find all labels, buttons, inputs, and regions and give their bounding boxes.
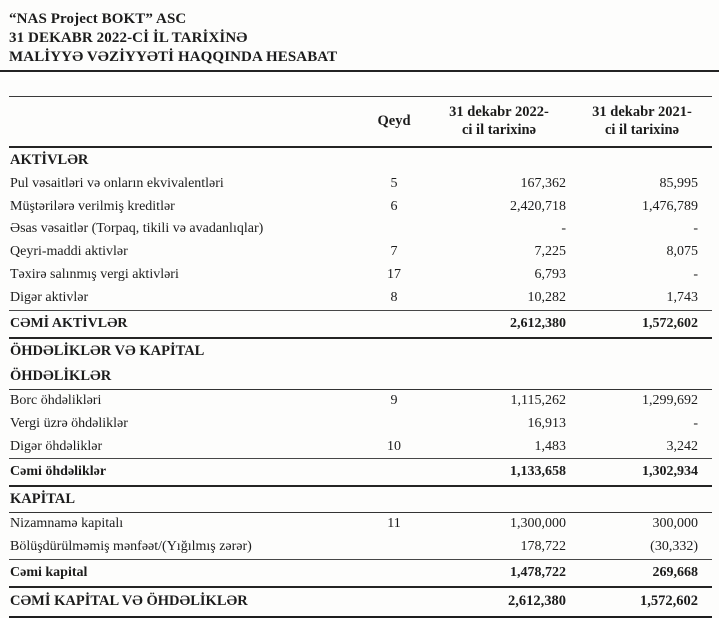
row-value-2021: 8,075	[666, 244, 698, 260]
row-value-2021: 300,000	[652, 516, 698, 532]
row-value-2021	[572, 486, 712, 512]
row-value-2021	[572, 338, 712, 364]
table-row	[9, 513, 712, 536]
row-value-2021: 85,995	[659, 175, 698, 191]
row-value-2022: 1,133,658	[426, 459, 572, 486]
row-note: 8	[390, 290, 398, 306]
row-value-2021: 1,302,934	[572, 459, 712, 486]
row-note: 5	[390, 175, 398, 191]
row-label: Cəmi öhdəliklər	[9, 459, 362, 486]
table-row	[9, 311, 712, 338]
table-row	[9, 389, 712, 412]
row-label: Qeyri-maddi aktivlər	[10, 244, 128, 260]
table-row	[9, 147, 712, 173]
row-value-2022	[426, 486, 572, 512]
row-value-2022: 1,300,000	[510, 516, 566, 532]
column-header-label	[9, 96, 362, 147]
row-value-2022: 167,362	[520, 175, 566, 191]
row-note	[362, 338, 426, 364]
header-divider	[0, 70, 719, 72]
row-value-2022	[426, 338, 572, 364]
row-value-2021: 1,743	[666, 290, 698, 306]
row-note: 11	[387, 516, 401, 532]
row-label: Cəmi kapital	[9, 560, 362, 587]
row-note: 10	[387, 438, 401, 454]
row-value-2022: 16,913	[527, 415, 566, 431]
table-header	[9, 96, 712, 147]
row-value-2021: 3,242	[666, 438, 698, 454]
row-label: Vergi üzrə öhdəliklər	[10, 415, 128, 431]
row-value-2021: 1,299,692	[642, 392, 698, 408]
column-header-2021-line1: 31 dekabr 2021-	[592, 103, 692, 120]
column-header-2022-line2: ci il tarixinə	[461, 121, 537, 138]
column-header-2021-line2: ci il tarixinə	[604, 121, 680, 138]
row-value-2022: 1,478,722	[426, 560, 572, 587]
row-value-2021: 1,476,789	[642, 198, 698, 214]
row-note: 9	[390, 392, 398, 408]
balance-sheet-table	[9, 96, 712, 618]
row-label: Digər öhdəliklər	[10, 438, 103, 454]
row-label: KAPİTAL	[9, 486, 362, 512]
row-label: Pul vəsaitləri və onların ekvivalentləri	[10, 175, 224, 191]
table-row	[9, 486, 712, 512]
row-label: CƏMİ KAPİTAL VƏ ÖHDƏLİKLƏR	[9, 587, 362, 617]
row-label: CƏMİ AKTİVLƏR	[9, 311, 362, 338]
statement-title: MALİYYƏ VƏZİYYƏTİ HAQQINDA HESABAT	[9, 48, 338, 65]
row-note	[362, 147, 426, 173]
row-value-2022: 1,115,262	[510, 392, 566, 408]
row-label: Nizamnamə kapitalı	[10, 516, 124, 532]
table-row	[9, 218, 712, 241]
table-row	[9, 459, 712, 486]
row-note	[362, 459, 426, 486]
row-value-2021: 1,572,602	[572, 587, 712, 617]
row-note: 7	[390, 244, 398, 260]
row-value-2021: 1,572,602	[572, 311, 712, 338]
row-value-2021	[572, 364, 712, 389]
company-name: “NAS Project BOKT” ASC	[9, 11, 187, 27]
column-header-2022	[426, 96, 572, 147]
table-row	[9, 173, 712, 196]
table-header-row	[9, 96, 712, 147]
row-note: 17	[387, 267, 401, 283]
row-note	[362, 536, 426, 559]
row-value-2021	[572, 147, 712, 173]
row-note	[362, 364, 426, 389]
row-label: Əsas vəsaitlər (Torpaq, tikili və avadanlıqlar)	[10, 221, 264, 237]
table-row	[9, 436, 712, 459]
row-value-2022: 178,722	[520, 539, 566, 555]
row-note	[362, 218, 426, 241]
row-note	[362, 587, 426, 617]
row-value-2021: -	[693, 267, 698, 283]
row-value-2022: 7,225	[534, 244, 566, 260]
row-note	[362, 311, 426, 338]
row-label: ÖHDƏLİKLƏR	[9, 364, 362, 389]
column-header-note: Qeyd	[362, 96, 426, 147]
table-row	[9, 413, 712, 436]
column-header-2022-line1: 31 dekabr 2022-	[449, 103, 549, 120]
row-value-2022: 10,282	[527, 290, 566, 306]
row-label: Digər aktivlər	[10, 290, 89, 306]
table-row	[9, 264, 712, 287]
row-value-2021: -	[693, 221, 698, 237]
row-note	[362, 486, 426, 512]
column-header-2021	[572, 96, 712, 147]
statement-date: 31 DEKABR 2022-Cİ İL TARİXİNƏ	[9, 29, 248, 46]
row-value-2022	[426, 364, 572, 389]
row-value-2022: 2,612,380	[426, 311, 572, 338]
row-label: Borc öhdəlikləri	[10, 392, 102, 408]
table-body	[9, 147, 712, 617]
table-row	[9, 536, 712, 559]
row-value-2021: (30,332)	[650, 539, 698, 555]
row-value-2022: 6,793	[534, 267, 566, 283]
row-value-2022: -	[561, 221, 566, 237]
table-row	[9, 287, 712, 310]
row-label: Təxirə salınmış vergi aktivləri	[10, 267, 179, 283]
row-note: 6	[390, 198, 398, 214]
table-row	[9, 587, 712, 617]
table-row	[9, 241, 712, 264]
table-row	[9, 338, 712, 364]
row-label: AKTİVLƏR	[10, 151, 89, 168]
table-row	[9, 364, 712, 389]
row-value-2022: 1,483	[534, 438, 566, 454]
row-value-2022: 2,612,380	[426, 587, 572, 617]
row-label: ÖHDƏLİKLƏR VƏ KAPİTAL	[10, 343, 205, 360]
row-value-2021: 269,668	[572, 560, 712, 587]
row-value-2022: 2,420,718	[510, 198, 566, 214]
row-value-2021: -	[693, 415, 698, 431]
row-note	[362, 413, 426, 436]
row-label: Bölüşdürülməmiş mənfəət/(Yığılmış zərər)	[10, 539, 252, 555]
row-label: Müştərilərə verilmiş kreditlər	[10, 198, 175, 214]
document-header	[9, 10, 712, 67]
table-row	[9, 196, 712, 219]
row-value-2022	[426, 147, 572, 173]
